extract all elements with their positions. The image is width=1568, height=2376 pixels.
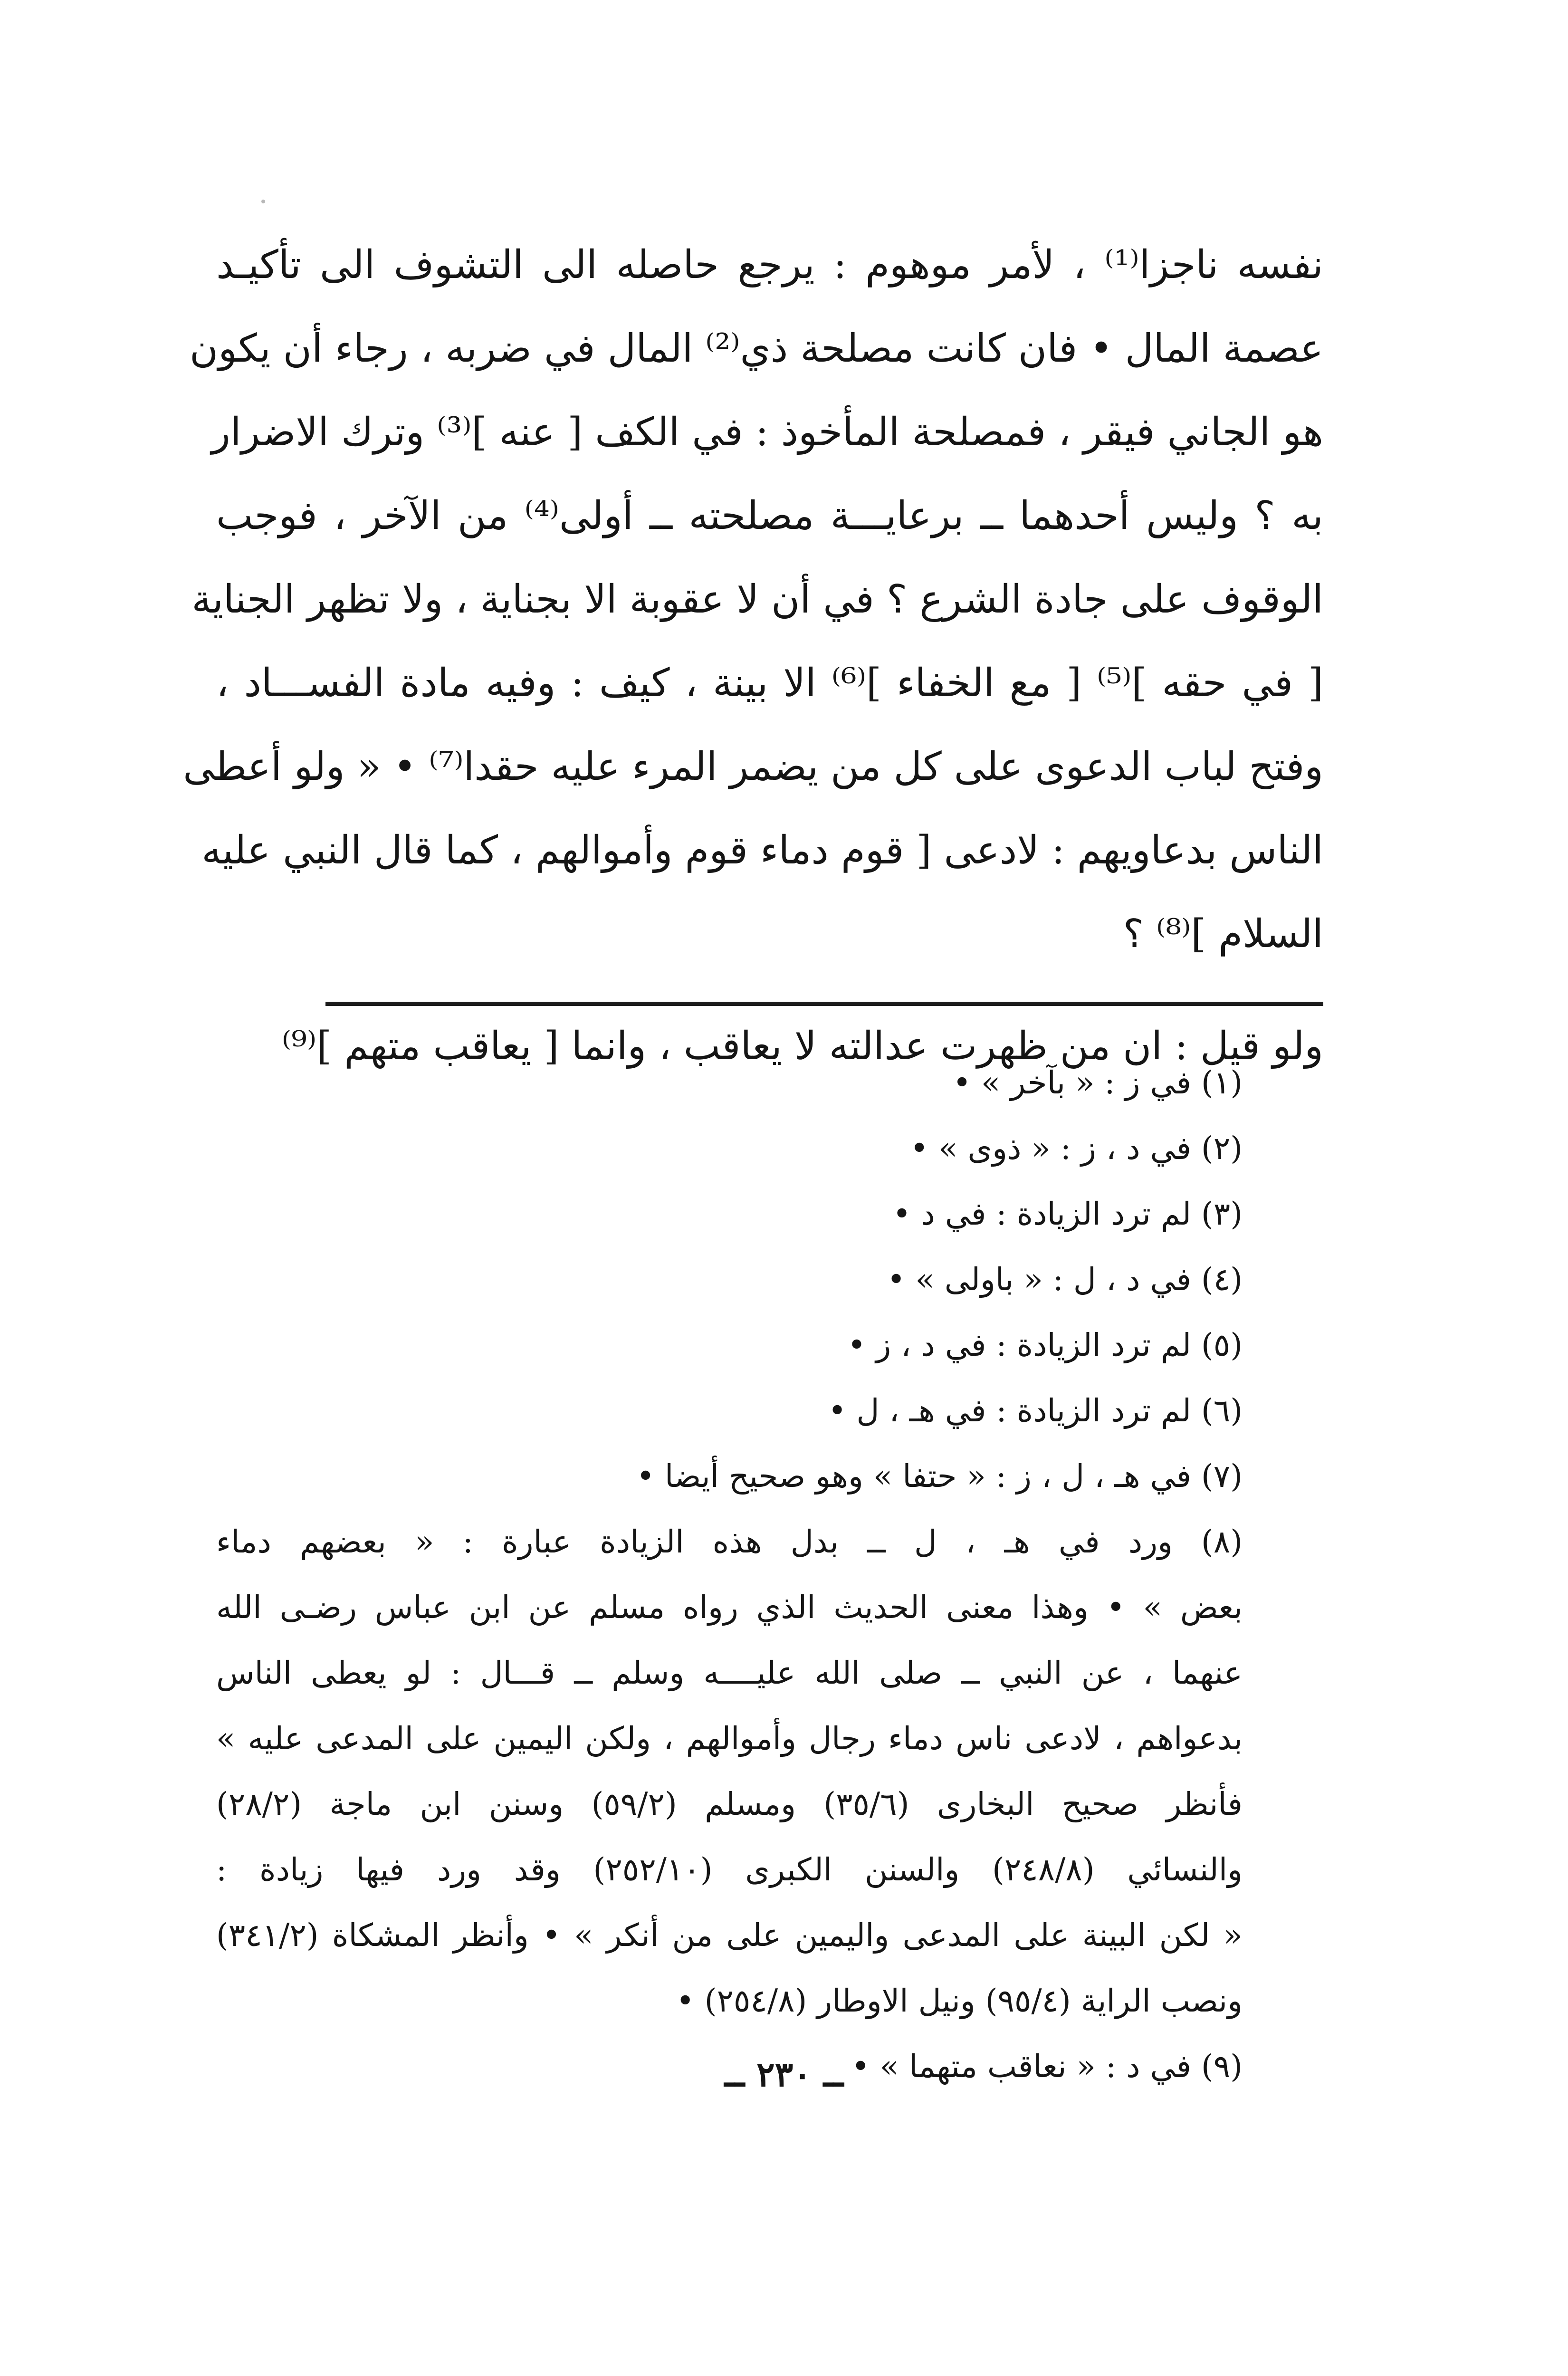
footnote-line: بعض » • وهذا معنى الحديث الذي رواه مسلم عن ابن عباس رضـى الله [216,1589,1243,1626]
body-text-line: السلام ]⁽⁸⁾ ؟ [1123,911,1323,957]
body-text-line: هو الجاني فيقر ، فمصلحة المأخوذ : في الكف [ عنه ]⁽³⁾ وترك الاضرار [211,410,1323,455]
footnote-line: (٧) في هـ ، ل ، ز : « حتفا » وهو صحيح أيضا • [636,1458,1243,1495]
footnotes [216,1050,1243,2099]
body-text-line: الوقوف على جادة الشرع ؟ في أن لا عقوبة الا بجناية ، ولا تظهر الجناية [191,577,1323,622]
footnote-divider [325,1002,1323,1006]
footnote-line: والنسائي (٢٤٨/٨) والسنن الكبرى (٢٥٢/١٠) وقد ورد فيها زيادة : [216,1851,1243,1888]
footnote-line: (٨) ورد في هـ ، ل ــ بدل هذه الزيادة عبارة : « بعضهم دماء [216,1523,1243,1560]
footnote-line: « لكن البينة على المدعى واليمين على من أنكر » • وأنظر المشكاة (٣٤١/٢) [216,1917,1243,1954]
main-text [183,223,1324,1088]
footnote-line: عنهما ، عن النبي ــ صلى الله عليــــه وسلم ــ قـــال : لو يعطى الناس [216,1655,1243,1691]
footnote-line: (٣) لم ترد الزيادة : في د • [892,1196,1243,1232]
paragraph-gap [216,976,1323,1005]
body-text-line: [ في حقه ]⁽⁵⁾ [ مع الخفاء ]⁽⁶⁾ الا بينة ، كيف : وفيه مادة الفســـاد ، [216,661,1324,706]
footnote-line: ونصب الراية (٩٥/٤) ونيل الاوطار (٢٥٤/٨) • [676,1983,1243,2019]
body-text-line: عصمة المال • فان كانت مصلحة ذي⁽²⁾ المال في ضربه ، رجاء أن يكون [190,326,1323,371]
page-number: ــ ٢٣٠ ــ [724,2054,844,2094]
footnote-line: فأنظر صحيح البخارى (٣٥/٦) ومسلم (٥٩/٢) وسنن ابن ماجة (٢٨/٢) [216,1786,1243,1822]
footnote-line: (٦) لم ترد الزيادة : في هـ ، ل • [828,1392,1243,1429]
footnote-line: (٥) لم ترد الزيادة : في د ، ز • [847,1327,1243,1363]
footnote-line: (٩) في د : « نعاقب متهما » • [851,2048,1243,2085]
scan-speck [261,200,265,203]
body-text-line: ولو قيل : ان من ظهرت عدالته لا يعاقب ، وانما [ يعاقب متهم ]⁽⁹⁾ [282,1024,1323,1069]
body-text-line: الناس بدعاويهم : لادعى [ قوم دماء قوم وأموالهم ، كما قال النبي عليه [201,828,1323,873]
footnote-line: (٤) في د ، ل : « باولى » • [887,1261,1243,1298]
footnote-line: بدعواهم ، لادعى ناس دماء رجال وأموالهم ، ولكن اليمين على المدعى عليه » [216,1720,1243,1757]
footnote-line: (٢) في د ، ز : « ذوى » • [910,1130,1243,1167]
footnote-line: (١) في ز : « بآخر » • [953,1064,1243,1101]
body-text-line: به ؟ وليس أحدهما ــ برعايـــة مصلحته ــ أولى⁽⁴⁾ من الآخر ، فوجب [216,493,1323,538]
body-text-line: نفسه ناجزا⁽¹⁾ ، لأمر موهوم : يرجع حاصله الى التشوف الى تأكيـد [216,242,1323,287]
body-text-line: وفتح لباب الدعوى على كل من يضمر المرء عليه حقدا⁽⁷⁾ • « ولو أعطى [183,744,1323,789]
